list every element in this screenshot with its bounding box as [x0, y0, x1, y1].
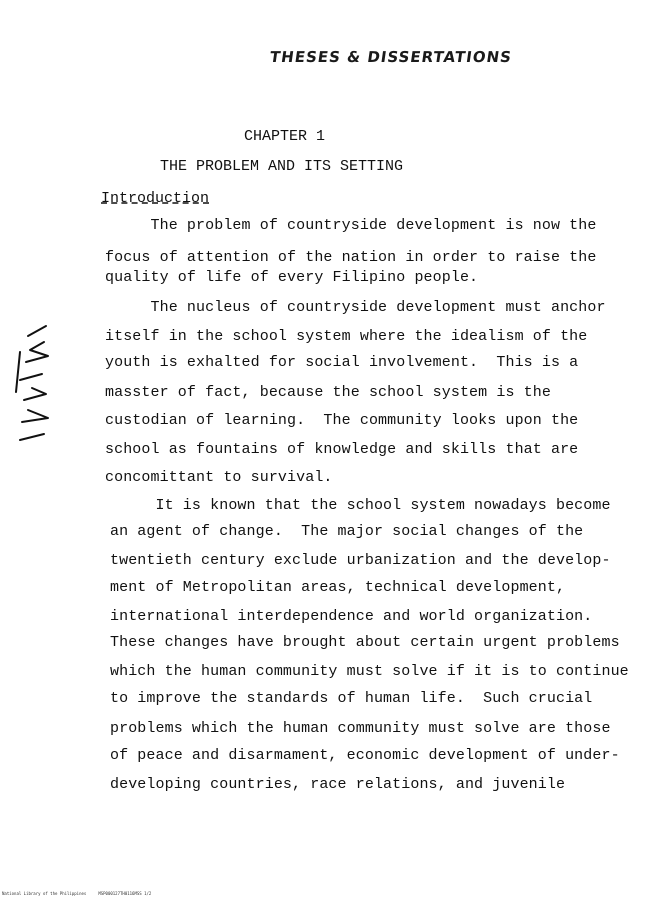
body-line-9: school as fountains of knowledge and skills that are: [105, 441, 579, 458]
body-line-17: which the human community must solve if it is to continue: [110, 663, 629, 680]
body-line-12: an agent of change. The major social changes of the: [110, 523, 584, 540]
body-line-11: It is known that the school system nowadays become: [110, 497, 611, 514]
body-line-5: itself in the school system where the idealism of the: [105, 328, 588, 345]
body-line-1: The problem of countryside development is now the: [105, 217, 597, 234]
scan-footer: National Library of the Philippines MSP000127TH0116MSS 1/2: [2, 891, 152, 896]
body-line-7: masster of fact, because the school system is the: [105, 384, 551, 401]
body-line-15: international interdependence and world organization.: [110, 608, 593, 625]
body-line-21: developing countries, race relations, and juvenile: [110, 776, 566, 793]
body-line-2: focus of attention of the nation in order to raise the: [105, 249, 597, 266]
chapter-title: THE PROBLEM AND ITS SETTING: [160, 158, 404, 175]
body-line-13: twentieth century exclude urbanization and the develop-: [110, 552, 611, 569]
body-line-10: concomittant to survival.: [105, 469, 333, 486]
theses-dissertations-stamp: THESES & DISSERTATIONS: [268, 48, 514, 66]
body-line-19: problems which the human community must solve are those: [110, 720, 611, 737]
body-line-6: youth is exhalted for social involvement. This is a: [105, 354, 579, 371]
body-line-4: The nucleus of countryside development must anchor: [105, 299, 606, 316]
chapter-heading: CHAPTER 1: [244, 128, 326, 145]
body-line-8: custodian of learning. The community looks upon the: [105, 412, 579, 429]
body-line-16: These changes have brought about certain urgent problems: [110, 634, 620, 651]
handwritten-margin-note: [8, 322, 58, 452]
body-line-18: to improve the standards of human life. Such crucial: [110, 690, 593, 707]
body-line-20: of peace and disarmament, economic development of under-: [110, 747, 620, 764]
section-heading: Introduction: [101, 190, 210, 207]
body-line-14: ment of Metropolitan areas, technical development,: [110, 579, 566, 596]
body-line-3: quality of life of every Filipino people.: [105, 269, 479, 286]
